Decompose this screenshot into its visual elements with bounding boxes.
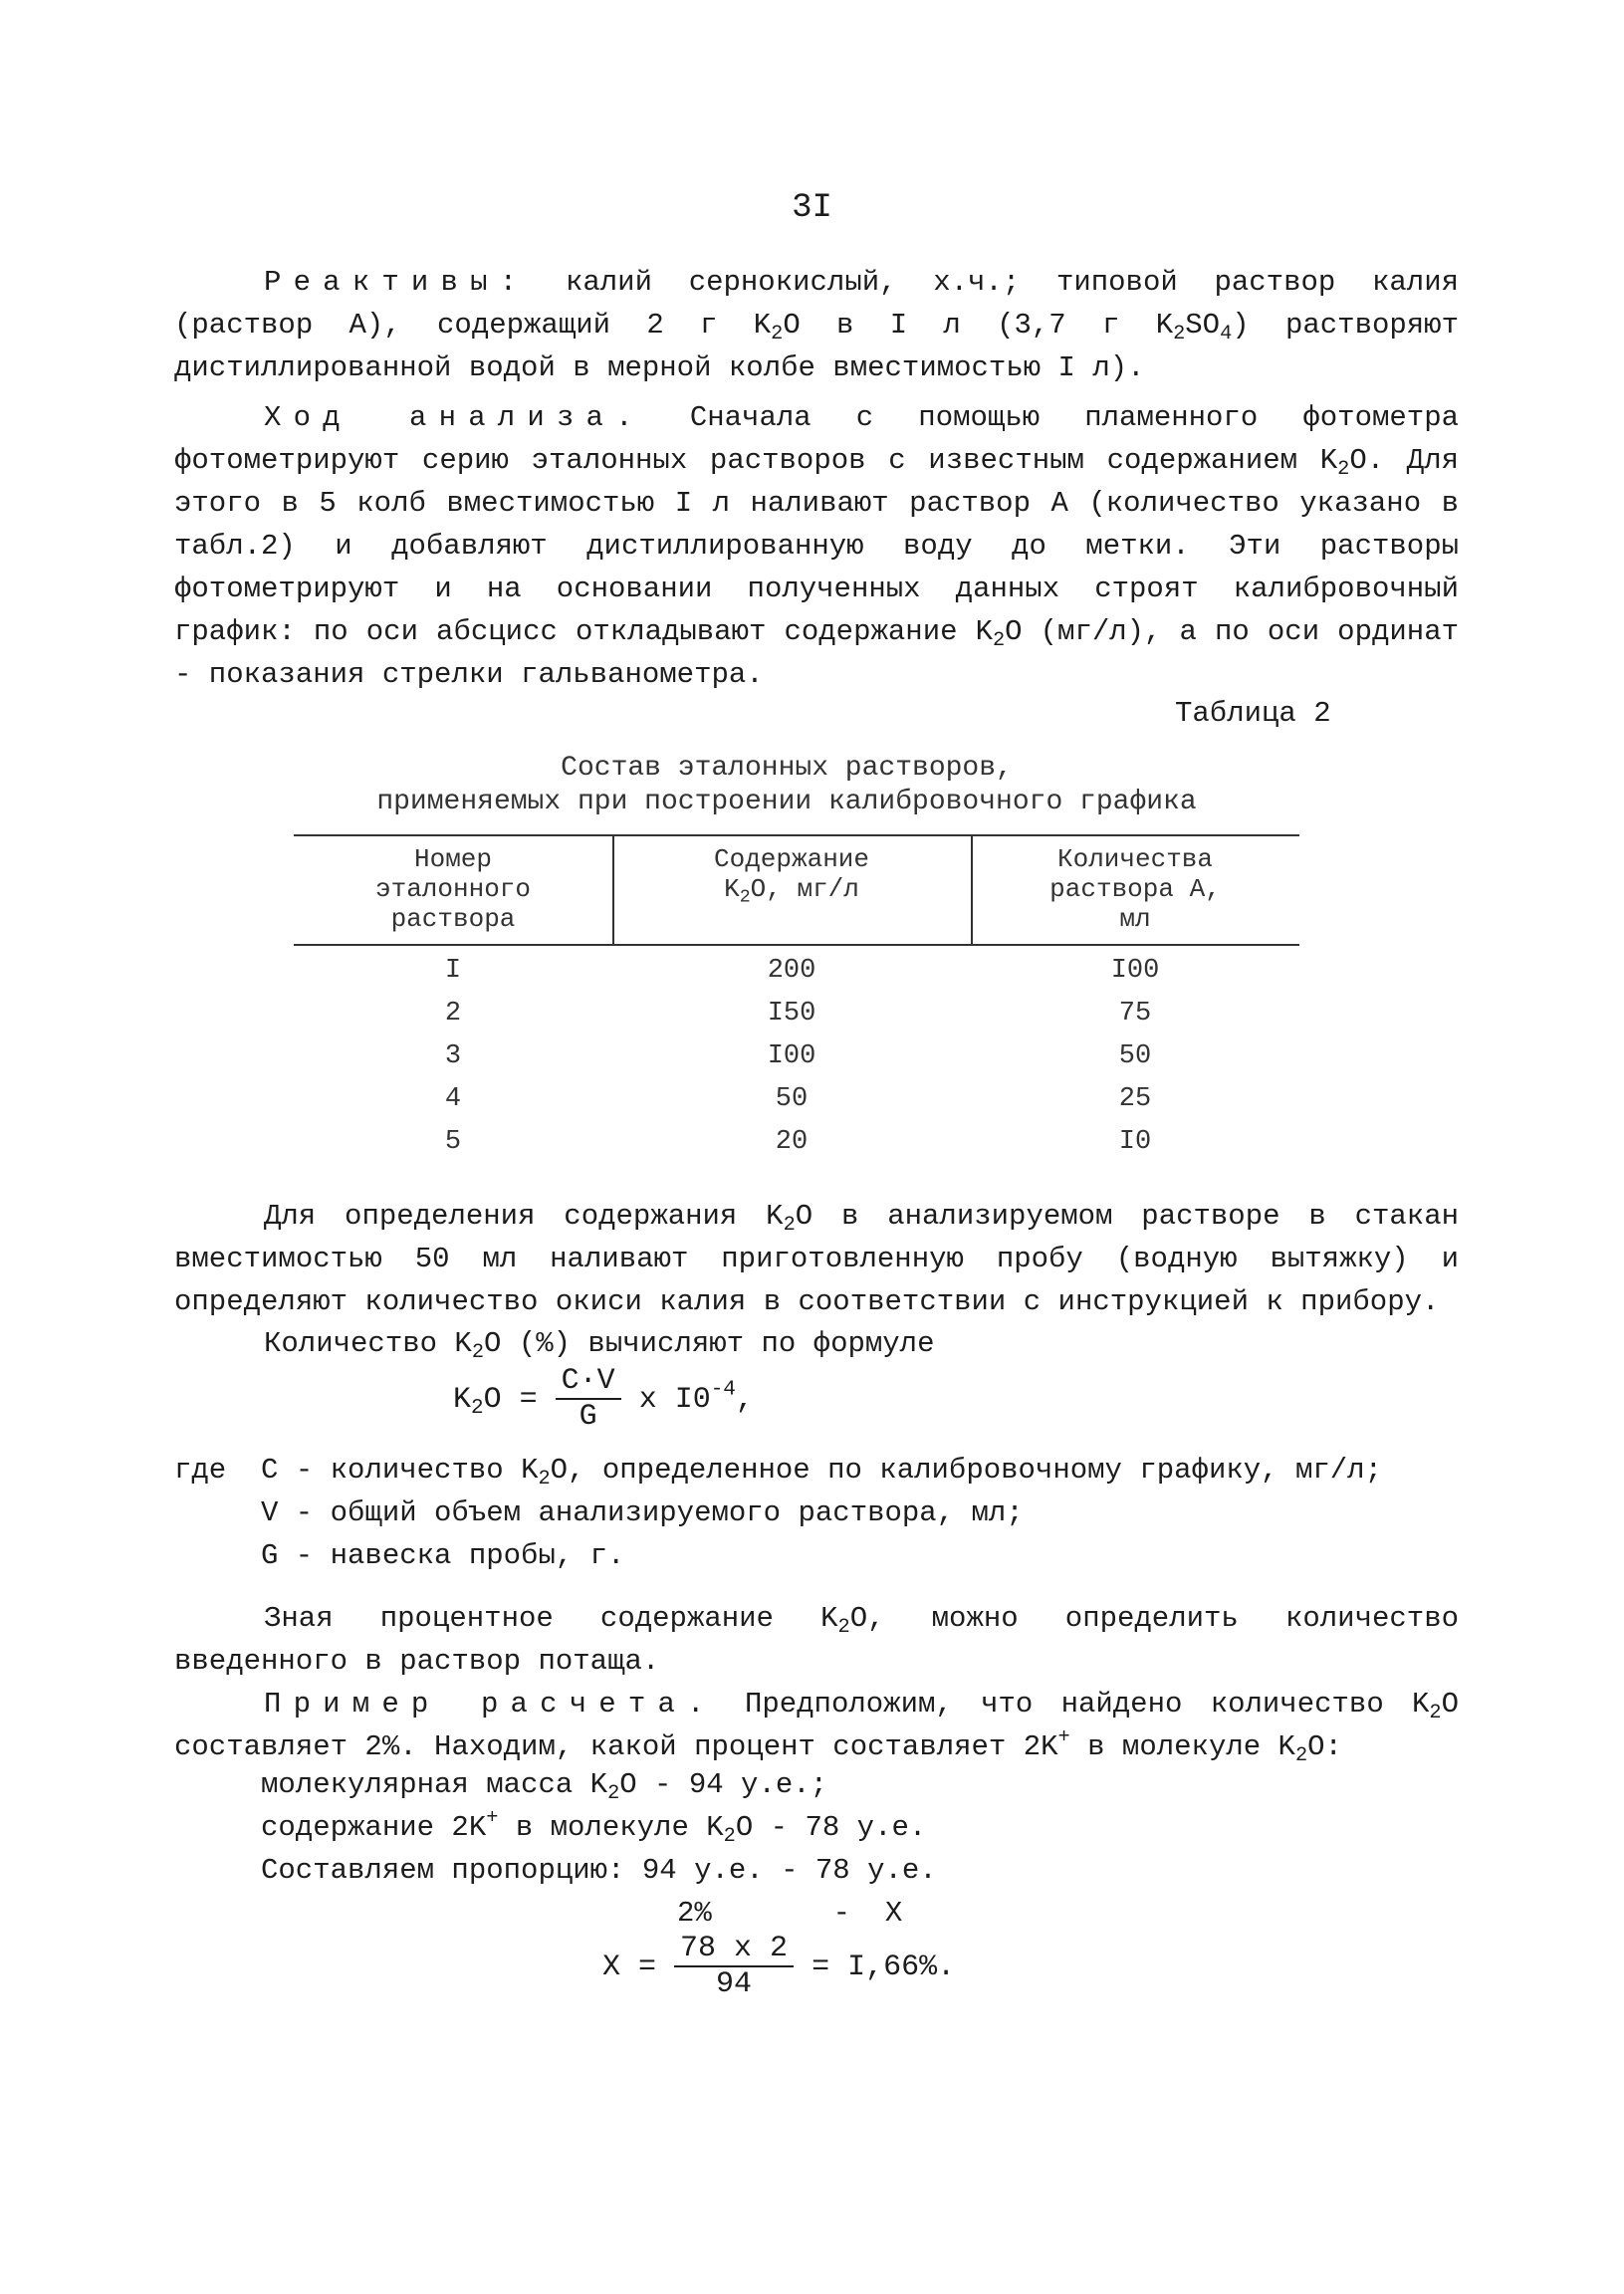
- k2o-formula: $K_2O$ = $\frac{C\cdot V}{G}$ x $I0^{-4}$,: [453, 1364, 754, 1434]
- formula-fraction: $\frac{C\cdot V}{G}$: [556, 1364, 621, 1434]
- result-formula: X = $\frac{78 x 2}{94}$ = I,66%.: [602, 1932, 956, 2001]
- formula-intro: Количество $K_2O$ (%) вычисляют по формуле: [264, 1327, 935, 1365]
- table-title: Состав эталонных растворов, применяемых при построении калибровочного графика: [376, 753, 1197, 817]
- determination-paragraph: Для определения содержания $K_2O$ в анализируемом растворе в стакан вместимостью 50 мл наливают приготовленную пробу (водную вытяжку) и определяют количество окиси калия в соответствии с инструкцией к прибору.: [174, 1200, 1459, 1318]
- reagents-label: Реактивы:: [264, 266, 530, 299]
- table-header-number: Номер эталонного раствора: [374, 844, 532, 934]
- table-header-content: Содержание $K_2O$, мг/л: [713, 844, 870, 908]
- knowing-paragraph: Зная процентное содержание $K_2O$, можно определить количество введенного в раствор потаща.: [174, 1602, 1459, 1678]
- legend-v: V - общий объем анализируемого раствора, мл;: [261, 1496, 1024, 1529]
- example-label: Пример расчета.: [264, 1688, 717, 1720]
- procedure-paragraph: Ход анализа. Сначала с помощью пламенного фотометра фотометрируют серию эталонных растворов с известным содержанием $K_2O$. Для этого в 5 колб вместимостью I л наливают раствор А (количество указано в табл.2) и добавляют дистиллированную воду до метки. Эти растворы фотометрируют и на основании полученных данных строят калибровочный график: по оси абсцисс откладывают содержание $K_2O$ (мг/л), а по оси ординат - показания стрелки гальванометра.: [174, 401, 1460, 691]
- reagents-paragraph: Реактивы: калий сернокислый, х.ч.; типовой раствор калия (раствор А), содержащий 2 г $K_2O$ в I л (3,7 г $K_2SO_4$) растворяют дистиллированной водой в мерной колбе вместимостью I л).: [174, 266, 1460, 384]
- calc-line-proportion: Составляем пропорцию: 94 у.е. - 78 у.е.: [261, 1854, 937, 1887]
- table-header-rule: [294, 944, 1299, 946]
- table-label: Таблица 2: [1175, 697, 1331, 730]
- procedure-label: Ход анализа.: [264, 401, 645, 434]
- legend-c: где C - количество $K_2O$, определенное по калибровочному графику, мг/л;: [174, 1454, 1382, 1491]
- table-header-volume: Количества раствора А, мл: [1049, 844, 1221, 934]
- legend-g: G - навеска пробы, г.: [261, 1539, 625, 1572]
- document-page: 3I Реактивы: калий сернокислый, х.ч.; типовой раствор калия (раствор А), содержащий 2 г $K_2O$ в I л (3,7 г $K_2SO_4$) растворяют дистиллированной водой в мерной колбе вместимостью I л). Ход анализа. Сначала с помощью пламенного фотометра фотометрируют серию эталонных растворов с известным содержанием $K_2O$. Для этого в 5 колб вместимостью I л наливают раствор А (количество указано в табл.2) и добавляют дистиллированную воду до метки. Эти растворы фотометрируют и на основании полученных данных строят калибровочный график: по оси абсцисс откладывают содержание $K_2O$ (мг/л), а по оси ординат - показания стрелки гальванометра. Таблица 2 Состав эталонных растворов, применяемых при построении калибровочного графика Номер эталонного раствора Содержание $K_2O$, мг/л Количества раствора А, мл I 200 I00 2 I50 75 3 I00 50 4 50 25 5 20 I0 Для определения содержания $K_2O$ в анализируемом растворе в стакан вместимостью 50 мл наливают приготовленную пробу (водную вытяжку) и определяют количество окиси калия в соответствии с инструкцией к прибору. Количество $K_2O$ (%) вычисляют по формуле $K_2O$ = $\frac{C\cdot V}{G}$ x $I0^{-4}$, где C - количество $K_2O$, определенное по калибровочному графику, мг/л; V - общий объем анализируемого раствора, мл; G - навеска пробы, г. Зная процентное содержание $K_2O$, можно определить количество введенного в раствор потаща. Пример расчета. Предположим, что найдено количество $K_2O$ составляет 2%. Находим, какой процент составляет 2K+ в молекуле $K_2O$: молекулярная масса $K_2O - 94$ у.е.; содержание 2K+ в молекуле $K_2O - 78$ у.е. Составляем пропорцию: 94 у.е. - 78 у.е. 2% - X X = $\frac{78 x 2}{94}$ = I,66%.: [0, 0, 1624, 2294]
- example-paragraph: Пример расчета. Предположим, что найдено количество $K_2O$ составляет 2%. Находим, какой процент составляет 2K+ в молекуле $K_2O$:: [174, 1688, 1459, 1768]
- table-top-rule: [294, 834, 1299, 836]
- calc-line-molar-mass: молекулярная масса $K_2O - 94$ у.е.;: [261, 1768, 828, 1806]
- page-number: 3I: [792, 189, 832, 227]
- result-fraction: $\frac{78 x 2}{94}$: [674, 1932, 794, 2001]
- calc-line-proportion-2: 2% - X: [677, 1897, 903, 1930]
- calc-line-content: содержание 2K+ в молекуле $K_2O - 78$ у.е.: [261, 1806, 927, 1849]
